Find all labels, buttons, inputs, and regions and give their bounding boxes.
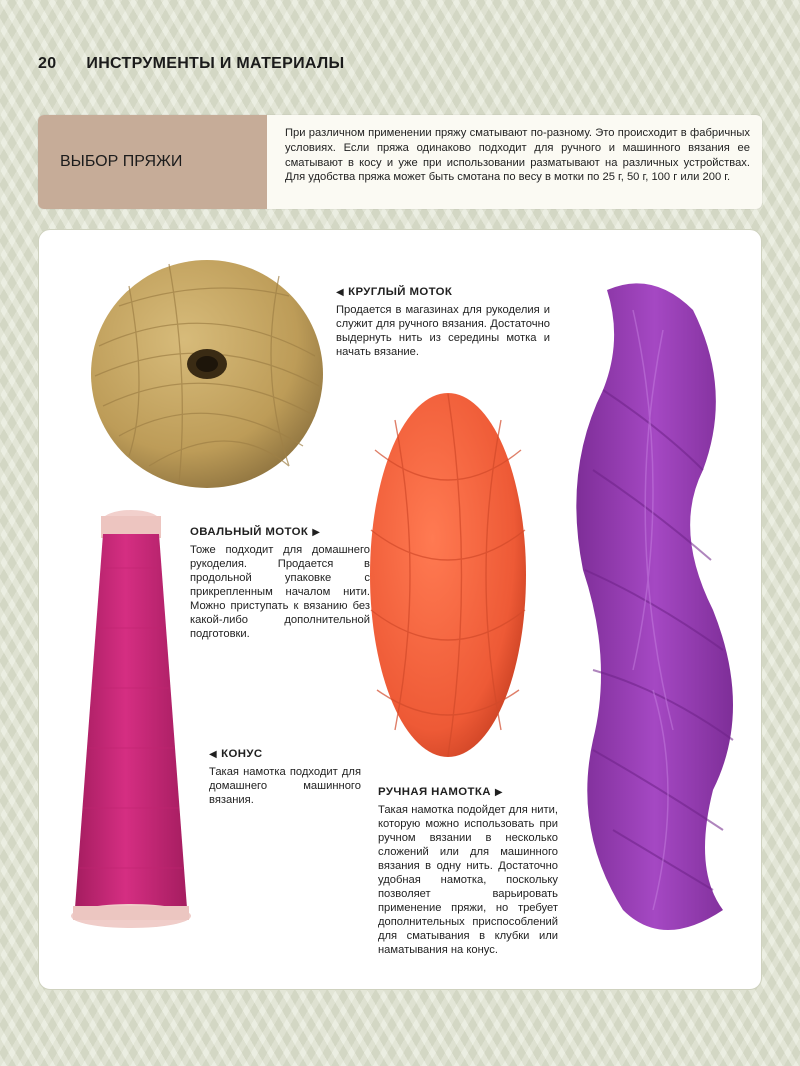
caption-text: Такая намотка подойдет для нити, которую можно использовать при ручном вязании в несколько сложений или для машинного вязания в одну нить. Достаточно удобная намотка, поскольку позволяет варьировать применение пряжи, но требует дополнительных приспособлений для сматывания в клубки или наматывания на конус.: [378, 804, 558, 956]
section-title: ИНСТРУМЕНТЫ И МАТЕРИАЛЫ: [86, 55, 345, 72]
caption-cone: [209, 748, 361, 807]
caption-title: КРУГЛЫЙ МОТОК: [348, 286, 453, 298]
intro-text: При различном применении пряжу сматывают по-разному. Это происходит в фабричных условиях. Если пряжа одинаково подходит для ручного и машинного вязания ее сматывают в косу и уже при использовании разматывают на различных устройствах. Для удобства пряжа может быть смотана по весу в мотки по 25 г, 50 г, 100 г или 200 г.: [285, 127, 750, 184]
triangle-left-icon: ◀: [336, 286, 345, 298]
triangle-left-icon: ◀: [209, 748, 218, 760]
caption-title: ОВАЛЬНЫЙ МОТОК: [190, 526, 309, 538]
intro-title: ВЫБОР ПРЯЖИ: [38, 115, 267, 209]
oval-skein-image: [365, 390, 531, 760]
triangle-right-icon: ▶: [312, 526, 321, 538]
cone-image: [65, 508, 197, 934]
twisted-hank-image: [563, 270, 749, 940]
triangle-right-icon: ▶: [494, 786, 503, 798]
caption-oval-skein: [190, 526, 370, 641]
page-header: [38, 50, 344, 78]
caption-round-ball: [336, 286, 550, 359]
round-ball-image: [89, 256, 325, 492]
intro-box: [38, 115, 762, 209]
content-panel: [38, 229, 762, 990]
caption-text: Тоже подходит для домашнего рукоделия. Продается в продольной упаковке с прикрепленным началом нити. Можно приступать к вязанию без какой-либо дополнительной подготовки.: [190, 544, 370, 640]
caption-title: РУЧНАЯ НАМОТКА: [378, 786, 491, 798]
caption-hand-wound: [378, 786, 558, 957]
caption-text: Продается в магазинах для рукоделия и служит для ручного вязания. Достаточно выдернуть нить из середины мотка и начать вязание.: [336, 304, 550, 358]
page-number: 20: [38, 55, 57, 72]
caption-title: КОНУС: [221, 748, 263, 760]
caption-text: Такая намотка подходит для домашнего машинного вязания.: [209, 766, 361, 806]
